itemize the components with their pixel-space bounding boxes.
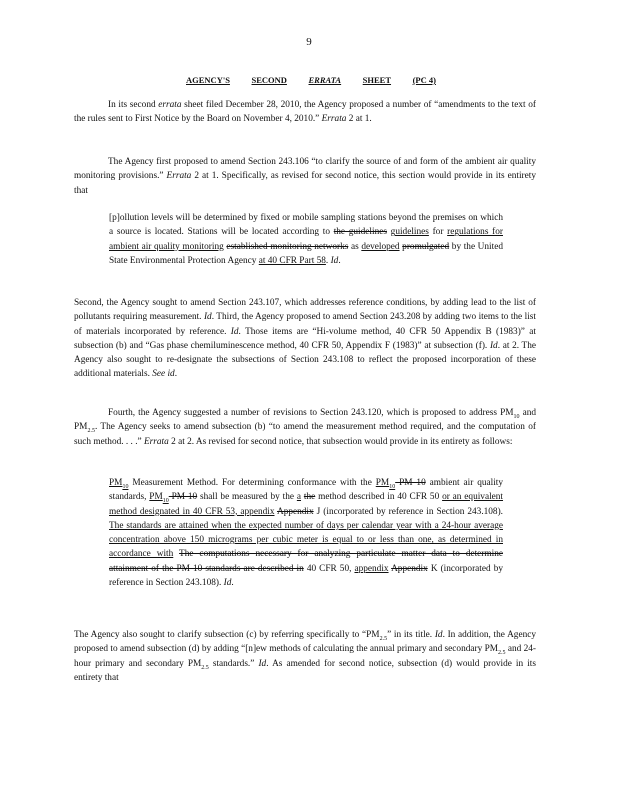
text: shall be measured by the <box>197 492 297 503</box>
paragraph-3 <box>74 296 536 382</box>
text: J (incorporated by reference in Section 243.108). <box>313 506 504 517</box>
text: The Agency also sought to clarify subsection (c) by referring specifically to “PM <box>74 630 380 640</box>
deleted-text: the <box>303 492 316 503</box>
subscript: 10 <box>162 498 169 505</box>
deleted-text: PM 10 <box>168 492 198 503</box>
italic-text: Errata <box>321 114 347 125</box>
paragraph-2 <box>74 155 536 198</box>
text: Second, the Agency sought to amend Section 243.107, which addresses reference conditions, by adding lead to the list of pollutants requiring measurement. <box>74 298 536 323</box>
text: 2 at 2. As revised for second notice, that subsection would provide in its entirety as follows: <box>168 436 513 447</box>
paragraph-1 <box>74 98 536 127</box>
inserted-text: appendix <box>354 563 389 574</box>
text: for <box>428 227 448 238</box>
block-quote-1 <box>109 211 503 268</box>
text: Measurement Method. For determining conformance with the <box>128 478 376 488</box>
inserted-text: PM <box>109 478 123 488</box>
subscript: 10 <box>513 413 520 420</box>
text: . <box>174 369 178 380</box>
text: . <box>231 578 234 589</box>
inserted-text: guidelines <box>390 227 429 238</box>
deleted-text: established monitoring networks <box>226 241 349 252</box>
text: 2 at 1. Specifically, as revised for second notice, this section would provide in its entirety that <box>74 171 536 196</box>
text: by the United State Environmental Protection Agency <box>109 241 503 266</box>
text: as <box>348 241 362 252</box>
inserted-text: regulations for ambient air quality monitoring <box>109 227 503 252</box>
text: The Agency first proposed to amend Section 243.106 “to clarify the source of and form of the ambient air quality monitoring provisions.” <box>74 157 536 182</box>
block-quote-2 <box>109 476 503 590</box>
text: In its second <box>108 100 159 110</box>
text: . <box>325 255 331 266</box>
subscript: 10 <box>122 483 129 490</box>
text: . The Agency seeks to amend subsection (b) “to amend the measurement method required, and the computation of such method. . . .” <box>74 422 536 447</box>
text: and PM <box>74 408 536 433</box>
deleted-text: the guidelines <box>333 227 387 238</box>
text: ” in its title. <box>387 630 435 640</box>
italic-text: Errata <box>166 171 192 182</box>
section-heading <box>186 75 436 85</box>
italic-text: Id <box>434 630 443 640</box>
subscript: 2.5 <box>498 650 506 657</box>
heading-second: SECOND <box>251 75 287 85</box>
inserted-text: PM <box>149 492 163 503</box>
text: . Third, the Agency proposed to amend Section 243.208 by adding two items to the list of materials incorporated by reference. <box>74 312 536 337</box>
inserted-text: or an equivalent method designated in 40 CFR 53, appendix <box>109 492 504 517</box>
italic-text: See id <box>152 369 175 380</box>
heading-pc: (PC 4) <box>412 75 436 85</box>
text: 2 at 1. <box>346 114 372 125</box>
text: Fourth, the Agency suggested a number of revisions to Section 243.120, which is proposed to address PM <box>108 408 514 418</box>
text: . at 2. The Agency also sought to re-designate the subsections of Section 243.108 to reflect the proposed incorporation of these additional materials. <box>74 340 537 380</box>
text: . Those items are “Hi-volume method, 40 CFR 50 Appendix B (1983)” at subsection (b) and “Gas phase chemiluminescence method, 40 CFR 50, Appendix F (1983)” at subsection (f). <box>74 326 537 351</box>
heading-agencys: AGENCY'S <box>186 75 230 85</box>
text: 40 CFR 50, <box>303 563 355 574</box>
text: K (incorporated by reference in Section 243.108). <box>109 563 503 589</box>
page-number: 9 <box>306 36 312 48</box>
heading-errata: ERRATA <box>308 75 342 85</box>
inserted-text: The standards are attained when the expected number of days per calendar year with a 24-hour average concentration above 150 micrograms per cubic meter is equal to or less than one, as determined in accordance with <box>109 520 503 560</box>
text: standards.” <box>208 658 259 669</box>
italic-text: Id <box>489 340 498 351</box>
inserted-text: at 40 CFR Part 58 <box>258 255 326 266</box>
paragraph-4 <box>74 406 536 449</box>
italic-text: Id <box>258 658 267 669</box>
italic-text: Errata <box>143 436 169 447</box>
italic-text: Id <box>330 255 339 266</box>
text: [p]ollution levels will be determined by fixed or mobile sampling stations beyond the premises on which a source is located. Stations will be located according to <box>109 213 503 238</box>
subscript: 2.5 <box>201 664 209 671</box>
text: ambient air quality standards, <box>109 478 504 503</box>
text: sheet filed December 28, 2010, the Agency proposed a number of “amendments to the text of the rules sent to First Notice by the Board on November 4, 2010.” <box>74 100 536 125</box>
italic-text: Id <box>223 578 232 589</box>
deleted-text: promulgated <box>402 241 450 252</box>
text: method described in 40 CFR 50 <box>315 492 443 503</box>
text: and 24-hour primary and secondary PM <box>74 644 536 669</box>
deleted-text: Appendix <box>276 506 314 517</box>
deleted-text: PM 10 <box>395 478 426 488</box>
deleted-text: The computations necessary for analyzing particulate matter data to determine attainment of the PM 10 standards are described in <box>109 549 503 574</box>
text: . <box>338 255 341 266</box>
text: . As amended for second notice, subsection (d) would provide in its entirety that <box>74 658 536 683</box>
italic-text: errata <box>158 100 182 110</box>
inserted-text: developed <box>361 241 400 252</box>
subscript: 2.5 <box>379 635 388 642</box>
subscript: 2.5 <box>87 428 95 435</box>
subscript: 10 <box>389 483 396 490</box>
italic-text: Id <box>230 326 239 337</box>
text: . In addition, the Agency proposed to amend subsection (d) by adding “[n]ew methods of calculating the annual primary and secondary PM <box>74 630 536 655</box>
inserted-text: PM <box>375 478 390 488</box>
inserted-text: a <box>296 492 302 503</box>
heading-sheet: SHEET <box>362 75 392 85</box>
deleted-text: Appendix <box>391 563 428 574</box>
paragraph-5 <box>74 628 536 685</box>
italic-text: Id <box>203 312 212 323</box>
